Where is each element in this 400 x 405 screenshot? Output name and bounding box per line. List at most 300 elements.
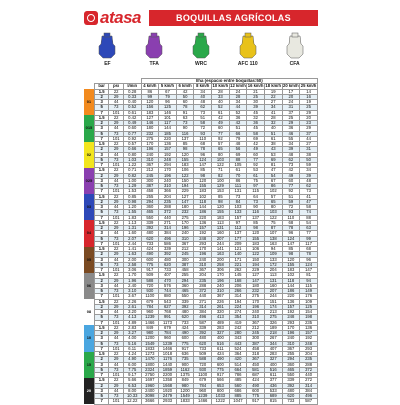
table-cell: 168 [229,278,247,283]
table-cell: 196 [194,252,212,257]
table-cell: 560 [229,383,247,388]
table-cell: 22 [109,89,124,94]
table-cell: 101 [109,346,124,351]
table-cell: 212 [141,168,159,173]
table-cell: 116 [176,131,194,136]
table-cell: 91 [176,110,194,115]
table-cell: 300 [141,178,159,183]
table-cell: 384 [159,231,177,236]
table-cell: 64 [247,194,265,199]
table-cell: 5 [94,210,109,215]
column-header: 6 km/h [176,84,194,89]
table-cell: 280 [229,331,247,336]
table-cell: 72 [194,126,212,131]
table-cell: 92 [247,163,265,168]
table-cell: 424 [176,325,194,330]
table-cell: 687 [247,373,265,378]
table-cell: 157 [194,226,212,231]
table-cell: 49 [247,147,265,152]
table-cell: 136 [194,220,212,225]
table-cell: 28 [264,115,282,120]
table-cell: 3 [94,388,109,393]
table-cell: 288 [159,205,177,210]
table-cell: 229 [247,268,265,273]
table-cell: 1375 [176,373,194,378]
table-cell: 991 [159,315,177,320]
table-cell: 3 [94,283,109,288]
table-cell: 133 [264,257,282,262]
table-cell: 101 [109,320,124,325]
table-cell: 77 [247,157,265,162]
table-cell: 36 [282,126,300,131]
table-cell: 436 [264,383,282,388]
table-cell: 220 [282,294,300,299]
table-cell: 100 [212,178,230,183]
table-cell: 367 [212,294,230,299]
table-cell: 20 [300,115,318,120]
table-cell: 149 [300,289,318,294]
table-cell: 156 [141,105,159,110]
table-cell: 133 [229,210,247,215]
table-cell: 0.60 [123,126,141,131]
table-cell: 136 [282,299,300,304]
table-cell: 627 [159,304,177,309]
table-cell: 1033 [212,394,230,399]
nozzle-icon [284,32,306,60]
table-cell: 86 [141,89,159,94]
table-cell: 98 [282,252,300,257]
table-cell: 620 [282,394,300,399]
table-cell: 155 [176,157,194,162]
table-cell: 151 [264,299,282,304]
table-cell: 480 [141,231,159,236]
table-cell: 103 [212,157,230,162]
table-cell: 209 [229,241,247,246]
table-cell: 0.57 [123,142,141,147]
table-cell: 46 [282,131,300,136]
table-cell: 3666 [141,399,159,404]
table-cell: 53 [264,152,282,157]
table-cell: 79 [159,94,177,99]
table-cell: 339 [176,299,194,304]
table-cell: 367 [141,163,159,168]
nozzle-gallery [84,32,318,76]
table-cell: 220 [159,136,177,141]
table-cell: 49 [282,173,300,178]
table-cell: 61 [247,173,265,178]
table-cell: 2 [94,304,109,309]
table-cell: 48 [300,178,318,183]
nozzle-table [84,78,318,405]
table-cell: 183 [247,241,265,246]
table-cell: 310 [141,157,159,162]
table-cell: 124 [300,262,318,267]
table-cell: 917 [141,268,159,273]
table-cell: 63 [176,115,194,120]
table-cell: 576 [159,283,177,288]
table-cell: 235 [159,199,177,204]
table-cell: 367 [176,241,194,246]
table-cell: 240 [159,178,177,183]
table-cell: 314 [194,304,212,309]
table-cell: 1920 [159,388,177,393]
table-cell: 131 [212,226,230,231]
table-cell: 204 [159,194,177,199]
table-cell: 29 [109,121,124,126]
table-cell: 458 [176,268,194,273]
table-cell: 489 [212,320,230,325]
table-cell: 318 [247,352,265,357]
table-cell: 138 [264,236,282,241]
table-cell: 25 [282,115,300,120]
table-cell: 271 [194,299,212,304]
table-cell: 109 [264,252,282,257]
table-cell: 97 [229,220,247,225]
table-cell: 29 [109,173,124,178]
table-cell: 117 [159,121,177,126]
table-cell: 786 [229,373,247,378]
table-cell: 7 [94,136,109,141]
table-cell: 196 [212,278,230,283]
table-cell: 524 [229,346,247,351]
table-cell: 65 [264,199,282,204]
column-header: l/min [123,84,141,89]
table-cell: 516 [212,341,230,346]
table-cell: 176 [300,294,318,299]
table-cell: 137 [229,231,247,236]
nozzle-item [89,32,125,76]
table-cell: 768 [159,310,177,315]
column-header: 8 km/h [194,84,212,89]
table-cell: 41 [264,110,282,115]
table-cell: 3 [94,152,109,157]
table-cell: 5 [94,105,109,110]
table-cell: 2 [94,173,109,178]
table-cell: 2933 [159,399,177,404]
table-cell: 377 [264,378,282,383]
table-cell: 177 [229,236,247,241]
table-cell: 275 [247,294,265,299]
table-cell: 490 [176,331,194,336]
table-cell: 240 [282,336,300,341]
table-cell: 543 [159,299,177,304]
table-cell: 155 [282,262,300,267]
table-cell: 60 [282,178,300,183]
table-cell: 102 [194,194,212,199]
table-cell: 3.10 [123,289,141,294]
table-cell: 42 [282,168,300,173]
table-cell: 339 [159,247,177,252]
table-cell: 339 [141,220,159,225]
table-cell: 98 [212,199,230,204]
nozzle-label: EF [104,61,111,67]
table-cell: 118 [282,278,300,283]
brand-name: atasa [100,8,141,27]
table-cell: 310 [247,315,265,320]
table-cell: 44 [229,105,247,110]
table-cell: 71 [212,168,230,173]
table-cell: 144 [194,205,212,210]
table-cell: 480 [176,310,194,315]
table-cell: 653 [212,383,230,388]
table-cell: 9.17 [123,373,141,378]
table-cell: 327 [212,331,230,336]
table-cell: 300 [176,257,194,262]
table-cell: 28 [229,94,247,99]
table-cell: 85 [176,142,194,147]
table-cell: 29 [109,147,124,152]
table-cell: 54 [300,220,318,225]
nozzle-size-code: 015 [84,115,94,141]
table-cell: 44 [109,231,124,236]
table-cell: 364 [229,352,247,357]
table-cell: 733 [159,268,177,273]
table-cell: 293 [282,320,300,325]
table-cell: 6.11 [123,346,141,351]
table-cell: 720 [194,362,212,367]
table-cell: 1549 [141,341,159,346]
table-cell: 122 [247,252,265,257]
table-cell: 62 [282,157,300,162]
table-cell: 1.83 [123,215,141,220]
column-header: 4 km/h [141,84,159,89]
table-cell: 110 [282,215,300,220]
nozzle-icon [143,32,165,60]
table-cell: 4.00 [123,336,141,341]
nozzle-size-code: 06 [84,273,94,299]
table-cell: 1.5 [94,273,109,278]
table-cell: 514 [229,362,247,367]
table-cell: 96 [194,152,212,157]
table-cell: 198 [300,315,318,320]
table-cell: 1.13 [123,220,141,225]
column-header: bar [94,84,109,89]
table-cell: 367 [194,268,212,273]
table-cell: 413 [212,315,230,320]
table-cell: 101 [109,189,124,194]
table-cell: 1.5 [94,142,109,147]
table-cell: 157 [159,147,177,152]
table-caption: l/ha (espacio entre boquillas:50) [141,79,317,84]
table-cell: 50 [176,94,194,99]
table-cell: 101 [109,241,124,246]
table-cell: 7 [94,215,109,220]
table-cell: 1466 [141,320,159,325]
table-cell: 7 [94,163,109,168]
table-cell: 57 [264,194,282,199]
table-cell: 1239 [194,394,212,399]
table-cell: 0.49 [123,121,141,126]
table-cell: 160 [212,231,230,236]
table-cell: 1.5 [94,299,109,304]
table-cell: 170 [282,325,300,330]
table-cell: 81 [264,163,282,168]
table-cell: 73 [300,189,318,194]
table-cell: 105 [229,163,247,168]
table-cell: 3 [94,231,109,236]
table-cell: 686 [229,388,247,393]
table-cell: 1549 [176,394,194,399]
table-cell: 61 [264,136,282,141]
table-cell: 29 [109,331,124,336]
table-cell: 73 [109,289,124,294]
nozzle-label: CFA [289,61,300,67]
table-cell: 106 [247,247,265,252]
table-cell: 1697 [141,378,159,383]
table-cell: 496 [159,236,177,241]
table-cell: 40 [264,126,282,131]
table-cell: 2324 [141,367,159,372]
table-cell: 2 [94,331,109,336]
table-cell: 96 [300,257,318,262]
table-cell: 20 [282,94,300,99]
table-cell: 3 [94,362,109,367]
table-cell: 470 [159,278,177,283]
table-cell: 88 [300,215,318,220]
table-cell: 88 [229,157,247,162]
table-cell: 137 [176,136,194,141]
table-cell: 34 [282,142,300,147]
table-cell: 465 [141,210,159,215]
table-cell: 620 [176,315,194,320]
table-cell: 25 [247,94,265,99]
table-cell: 588 [141,278,159,283]
table-cell: 19 [300,100,318,105]
table-cell: 50 [300,157,318,162]
table-cell: 235 [300,320,318,325]
table-cell: 372 [194,289,212,294]
table-cell: 170 [194,247,212,252]
table-cell: 784 [159,331,177,336]
table-cell: 62 [300,184,318,189]
table-cell: 73 [282,163,300,168]
table-cell: 1833 [141,346,159,351]
table-cell: 443 [229,341,247,346]
table-cell: 29 [109,278,124,283]
table-cell: 54 [264,173,282,178]
table-cell: 24 [229,89,247,94]
table-cell: 0.52 [123,105,141,110]
table-cell: 70 [229,173,247,178]
table-cell: 1466 [194,399,212,404]
table-cell: 320 [212,310,230,315]
table-cell: 5 [94,315,109,320]
table-cell: 1.03 [123,157,141,162]
table-cell: 170 [141,142,159,147]
table-cell: 387 [247,341,265,346]
table-cell: 930 [194,367,212,372]
table-cell: 0.33 [123,94,141,99]
table-cell: 192 [159,152,177,157]
table-cell: 392 [159,252,177,257]
nozzle-item [183,32,219,76]
table-cell: 294 [176,278,194,283]
table-cell: 57 [212,142,230,147]
table-cell: 34 [194,89,212,94]
table-cell: 815 [264,399,282,404]
table-cell: 2.58 [123,262,141,267]
table-cell: 116 [247,210,265,215]
table-cell: 2479 [159,394,177,399]
table-cell: 980 [141,331,159,336]
table-cell: 3.06 [123,268,141,273]
table-cell: 420 [229,357,247,362]
table-cell: 490 [212,357,230,362]
nozzle-item [230,32,266,76]
table-cell: 232 [176,210,194,215]
table-cell: 392 [176,304,194,309]
table-cell: 8.00 [123,388,141,393]
table-cell: 550 [141,215,159,220]
table-cell: 155 [247,236,265,241]
table-cell: 3.67 [123,294,141,299]
table-cell: 283 [264,352,282,357]
table-cell: 44 [109,205,124,210]
table-cell: 258 [212,262,230,267]
table-cell: 131 [229,189,247,194]
table-cell: 400 [264,362,282,367]
table-cell: 7 [94,110,109,115]
table-cell: 170 [212,273,230,278]
table-cell: 611 [212,346,230,351]
table-cell: 78 [282,226,300,231]
table-cell: 147 [300,268,318,273]
table-cell: 288 [194,283,212,288]
table-cell: 73 [109,315,124,320]
table-cell: 664 [229,367,247,372]
table-cell: 226 [212,299,230,304]
table-cell: 102 [264,189,282,194]
table-cell: 392 [141,226,159,231]
table-cell: 588 [194,357,212,362]
table-cell: 440 [194,294,212,299]
table-cell: 496 [300,394,318,399]
table-cell: 1100 [194,373,212,378]
table-cell: 587 [194,320,212,325]
table-cell: 155 [212,210,230,215]
table-cell: 192 [300,336,318,341]
column-header: 18 km/h [265,83,282,89]
table-cell: 212 [176,247,194,252]
table-cell: 900 [176,362,194,367]
table-cell: 73 [109,105,124,110]
table-cell: 1800 [141,362,159,367]
table-cell: 196 [176,226,194,231]
table-cell: 172 [264,262,282,267]
table-cell: 372 [300,367,318,372]
table-cell: 67 [159,89,177,94]
table-cell: 274 [229,310,247,315]
table-cell: 183 [282,268,300,273]
table-cell: 51 [282,194,300,199]
table-cell: 99 [300,236,318,241]
table-cell: 3 [94,257,109,262]
table-cell: 0.40 [123,100,141,105]
table-cell: 77 [300,231,318,236]
table-cell: 7 [94,399,109,404]
table-cell: 1.5 [94,115,109,120]
table-cell: 44 [109,310,124,315]
table-cell: 272 [300,378,318,383]
table-cell: 147 [176,199,194,204]
table-cell: 36 [229,115,247,120]
table-cell: 31 [282,105,300,110]
table-cell: 679 [141,299,159,304]
table-cell: 12.22 [123,399,141,404]
table-cell: 7.75 [123,367,141,372]
table-cell: 784 [141,304,159,309]
table-cell: 192 [194,231,212,236]
